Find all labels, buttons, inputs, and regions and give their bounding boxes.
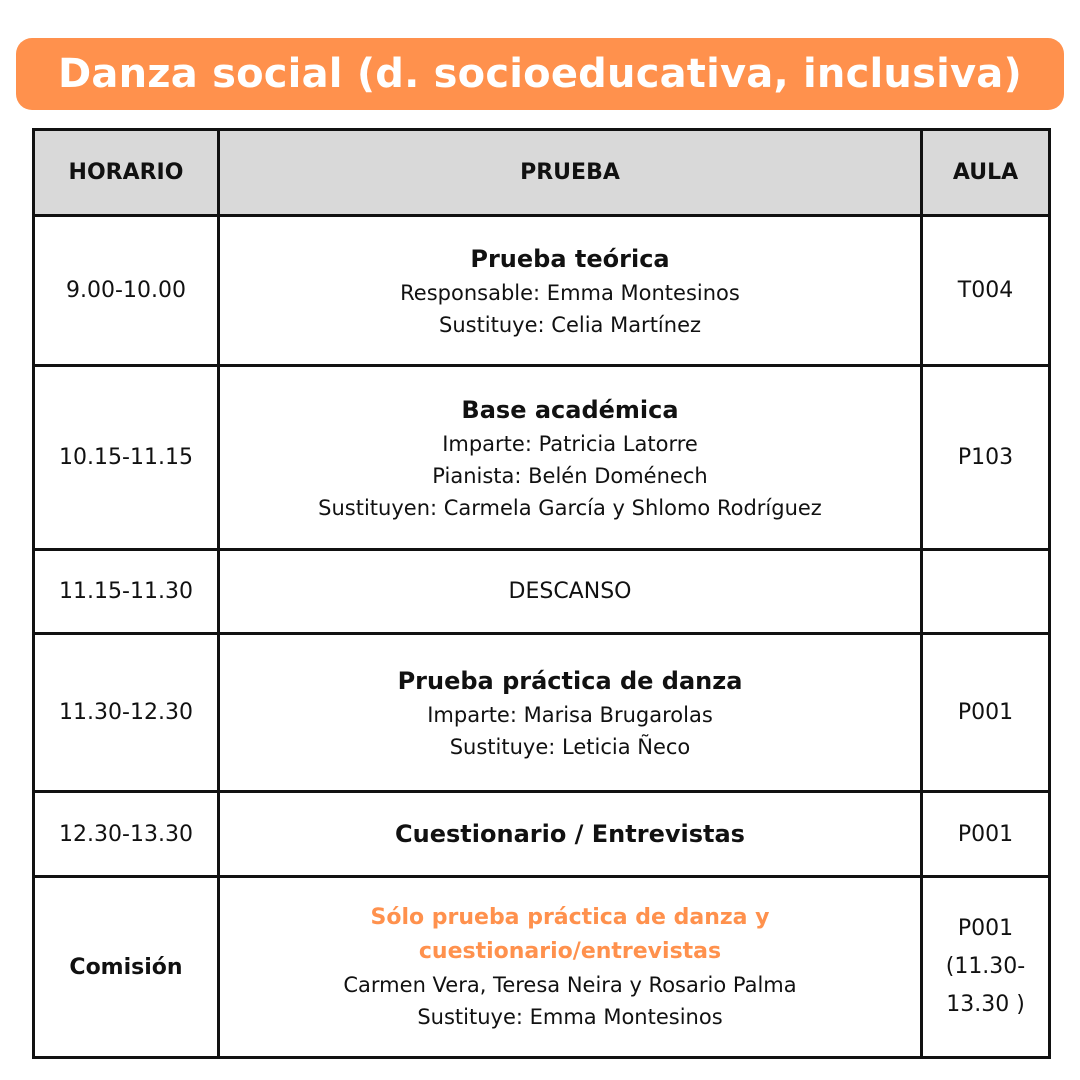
activity-title: Cuestionario / Entrevistas	[395, 820, 745, 848]
table-row	[34, 792, 1050, 877]
row-aula: P001	[922, 792, 1050, 877]
commission-note: cuestionario/entrevistas	[418, 939, 722, 964]
activity-title: Prueba práctica de danza	[397, 666, 743, 695]
title-banner	[16, 38, 1064, 110]
activity-detail: Imparte: Patricia Latorre	[442, 431, 698, 456]
table-row	[34, 877, 1050, 1058]
activity-detail: Sustituye: Emma Montesinos	[417, 1005, 723, 1029]
activity-title: Prueba teórica	[470, 244, 670, 273]
activity-detail: Carmen Vera, Teresa Neira y Rosario Palma	[343, 973, 797, 997]
activity-detail: Responsable: Emma Montesinos	[400, 280, 740, 305]
activity-detail: Pianista: Belén Doménech	[432, 463, 708, 488]
header-prueba: PRUEBA	[219, 130, 922, 216]
table-row	[34, 216, 1050, 366]
row-horario: Comisión	[34, 877, 219, 1058]
row-horario: 11.30-12.30	[34, 634, 219, 792]
table-row	[34, 550, 1050, 634]
row-prueba	[219, 877, 922, 1058]
table-header-row	[34, 130, 1050, 216]
activity-detail: Imparte: Marisa Brugarolas	[427, 702, 713, 727]
table-row	[34, 634, 1050, 792]
row-horario: 10.15-11.15	[34, 366, 219, 550]
activity-detail: Sustituye: Celia Martínez	[438, 312, 702, 337]
header-horario: HORARIO	[34, 130, 219, 216]
row-aula	[922, 550, 1050, 634]
row-horario: 11.15-11.30	[34, 550, 219, 634]
activity-detail: Sustituyen: Carmela García y Shlomo Rodríguez	[318, 495, 822, 520]
row-aula: P103	[922, 366, 1050, 550]
activity-detail: Sustituye: Leticia Ñeco	[449, 734, 691, 759]
page-title: Danza social (d. socioeducativa, inclusiva)	[58, 51, 1022, 97]
commission-note: Sólo prueba práctica de danza y	[370, 905, 770, 930]
row-aula: T004	[922, 216, 1050, 366]
row-horario: 9.00-10.00	[34, 216, 219, 366]
row-horario: 12.30-13.30	[34, 792, 219, 877]
row-aula	[922, 877, 1050, 1058]
header-aula: AULA	[922, 130, 1050, 216]
aula-line: P001	[957, 916, 1014, 941]
row-prueba	[219, 792, 922, 877]
row-prueba: DESCANSO	[219, 550, 922, 634]
aula-line: 13.30 )	[946, 992, 1025, 1017]
row-aula: P001	[922, 634, 1050, 792]
row-prueba	[219, 216, 922, 366]
activity-title: Base académica	[461, 395, 679, 424]
row-prueba	[219, 634, 922, 792]
row-prueba	[219, 366, 922, 550]
aula-line: (11.30-	[945, 954, 1026, 979]
table-row	[34, 366, 1050, 550]
schedule-table	[32, 128, 1051, 1059]
